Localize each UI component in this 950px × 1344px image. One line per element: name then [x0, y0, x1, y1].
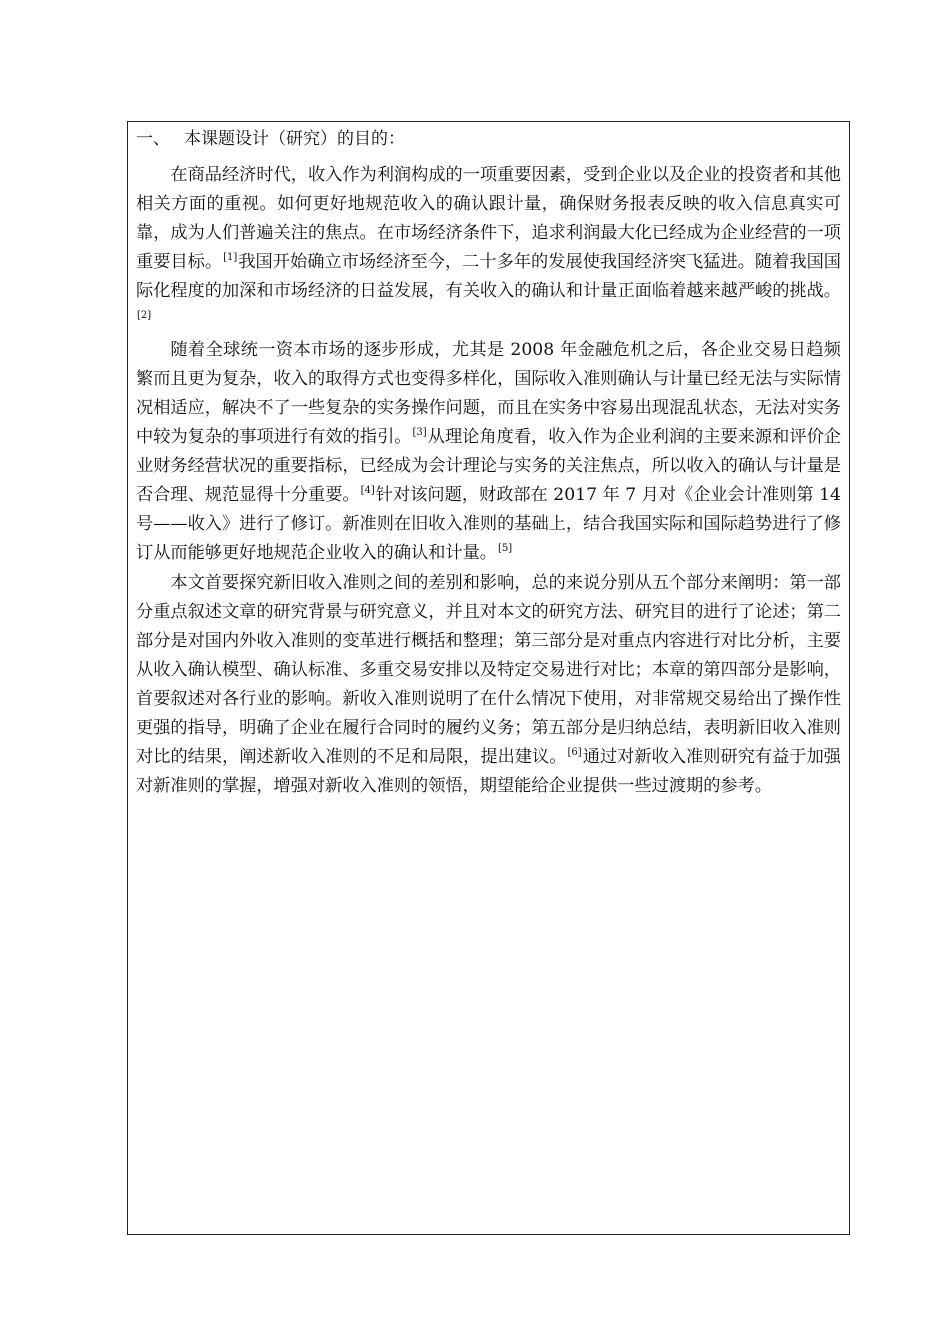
citation-ref[interactable]: [1] — [223, 252, 238, 264]
paragraph-text: 在商品经济时代，收入作为利润构成的一项重要因素，受到企业以及企业的投资者和其他相关方面的重视。如何更好地规范收入的确认跟计量，确保财务报表反映的收入信息真实可靠，成为人们普遍关注的焦点。在市场经济条件下，追求利润最大化已经成为企业经营的一项重要目标。 — [136, 165, 841, 272]
citation-ref[interactable]: [2] — [137, 310, 152, 322]
paragraph-3 — [136, 569, 841, 801]
paragraph-text: 随着全球统一资本市场的逐步形成，尤其是 2008 年金融危机之后，各企业交易日趋频繁而且更为复杂，收入的取得方式也变得多样化，国际收入准则确认与计量已经无法与实际情况相适应，解决不了一些复杂的实务操作问题，而且在实务中容易出现混乱状态，无法对实务中较为复杂的事项进行有效的指引。 — [136, 340, 841, 447]
citation-ref[interactable]: [4] — [360, 485, 375, 497]
paragraph-text: 本文首要探究新旧收入准则之间的差别和影响，总的来说分别从五个部分来阐明：第一部分重点叙述文章的研究背景与研究意义，并且对本文的研究方法、研究目的进行了论述；第二部分是对国内外收入准则的变革进行概括和整理；第三部分是对重点内容进行对比分析，主要从收入确认模型、确认标准、多重交易安排以及特定交易进行对比；本章的第四部分是影响，首要叙述对各行业的影响。新收入准则说明了在什么情况下使用，对非常规交易给出了操作性更强的指导，明确了企业在履行合同时的履约义务；第五部分是归纳总结，表明新旧收入准则对比的结果，阐述新收入准则的不足和局限，提出建议。 — [136, 573, 841, 767]
citation-ref[interactable]: [3] — [412, 427, 427, 439]
content-frame — [127, 121, 850, 1235]
citation-ref[interactable]: [6] — [567, 747, 582, 759]
section-title: 本课题设计（研究）的目的： — [184, 129, 405, 149]
body-text — [136, 161, 841, 801]
citation-ref[interactable]: [5] — [497, 543, 513, 555]
section-heading — [136, 126, 405, 152]
paragraph-text: 针对该问题，财政部在 2017 年 7 月对《企业会计准则第 14 号——收入》进行了修订。新准则在旧收入准则的基础上，结合我国实际和国际趋势进行了修订从而能够更好地规范企业收入的确认和计量。 — [136, 485, 841, 563]
paragraph-text: 我国开始确立市场经济至今，二十多年的发展使我国经济突飞猛进。随着我国国际化程度的加深和市场经济的日益发展，有关收入的确认和计量正面临着越来越严峻的挑战。 — [136, 252, 841, 301]
paragraph-text: 通过对新收入准则研究有益于加强对新准则的掌握，增强对新收入准则的领悟，期望能给企业提供一些过渡期的参考。 — [136, 747, 841, 796]
paragraph-text: 从理论角度看，收入作为企业利润的主要来源和评价企业财务经营状况的重要指标，已经成为会计理论与实务的关注焦点，所以收入的确认与计量是否合理、规范显得十分重要。 — [136, 427, 841, 505]
paragraph-2 — [136, 336, 841, 568]
section-number: 一、 — [136, 129, 170, 149]
paragraph-1 — [136, 161, 841, 335]
